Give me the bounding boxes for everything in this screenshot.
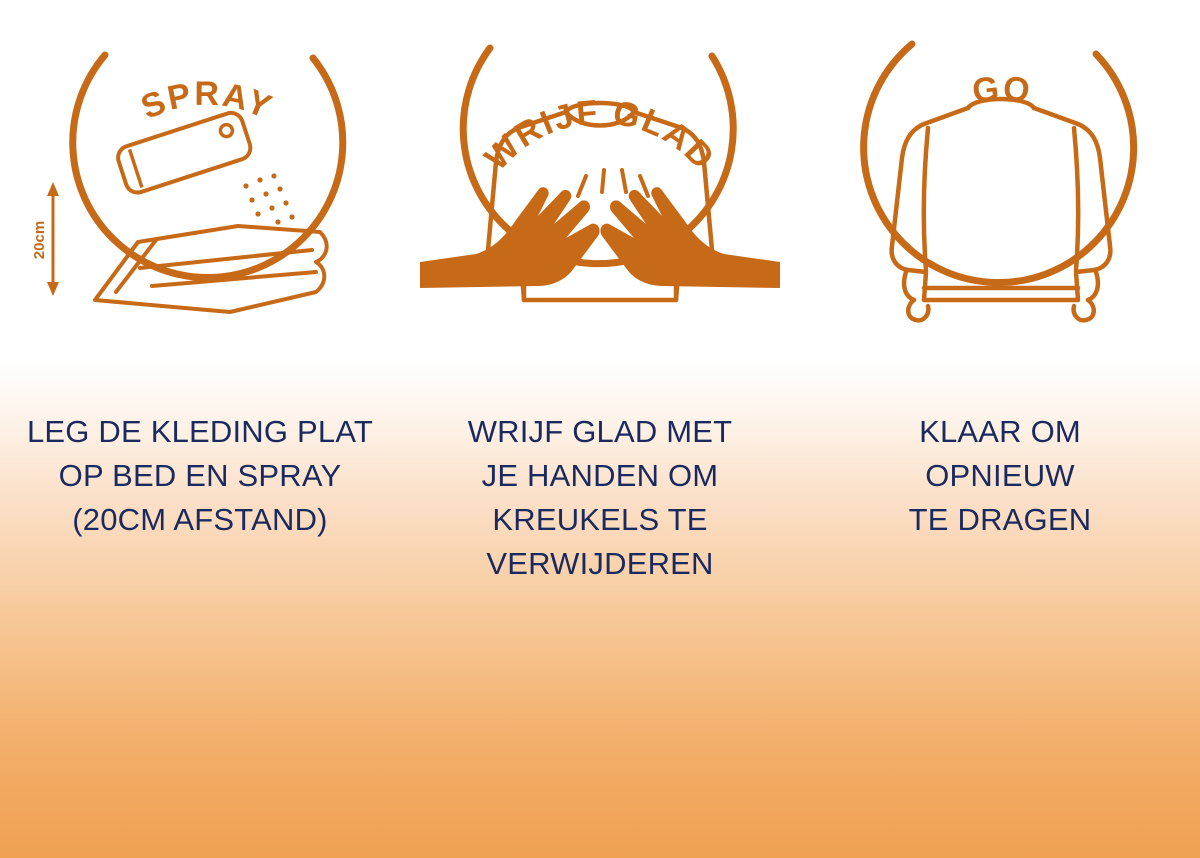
left-hand-icon: [420, 187, 600, 288]
arc-label-spray: SPRAY: [135, 74, 279, 127]
person-wearing-sweater-icon: [892, 99, 1111, 320]
right-hand-icon: [600, 187, 780, 288]
step-go: [800, 0, 1200, 586]
arc-label-go: GO: [970, 69, 1034, 111]
caption-line: KLAAR OM: [919, 414, 1081, 449]
rub-illustration: [420, 0, 780, 400]
distance-dimension: [31, 182, 59, 296]
dimension-label: 20cm: [31, 220, 48, 260]
flat-garment-icon: [95, 226, 327, 312]
step-rub: [400, 0, 800, 586]
spray-mist-icon: [243, 173, 294, 224]
caption-line: KREUKELS TE: [492, 502, 708, 538]
arc-label-rub: WRIJF GLAD: [477, 93, 723, 178]
caption-spray: [15, 410, 385, 542]
caption-line: VERWIJDEREN: [486, 546, 714, 582]
caption-line: JE HANDEN OM: [481, 458, 719, 494]
go-illustration: [820, 0, 1180, 400]
caption-line: OP BED EN SPRAY: [58, 458, 342, 494]
caption-line: LEG DE KLEDING PLAT: [26, 414, 374, 449]
caption-line: TE DRAGEN: [908, 502, 1092, 538]
caption-go: [815, 410, 1185, 542]
caption-line: OPNIEUW: [925, 458, 1075, 494]
caption-rub: [415, 410, 785, 586]
caption-line: (20CM AFSTAND): [72, 502, 328, 538]
spray-illustration: [20, 0, 380, 400]
caption-line: WRIJF GLAD MET: [467, 414, 733, 449]
step-spray: [0, 0, 400, 586]
spray-can-icon: [115, 110, 253, 196]
